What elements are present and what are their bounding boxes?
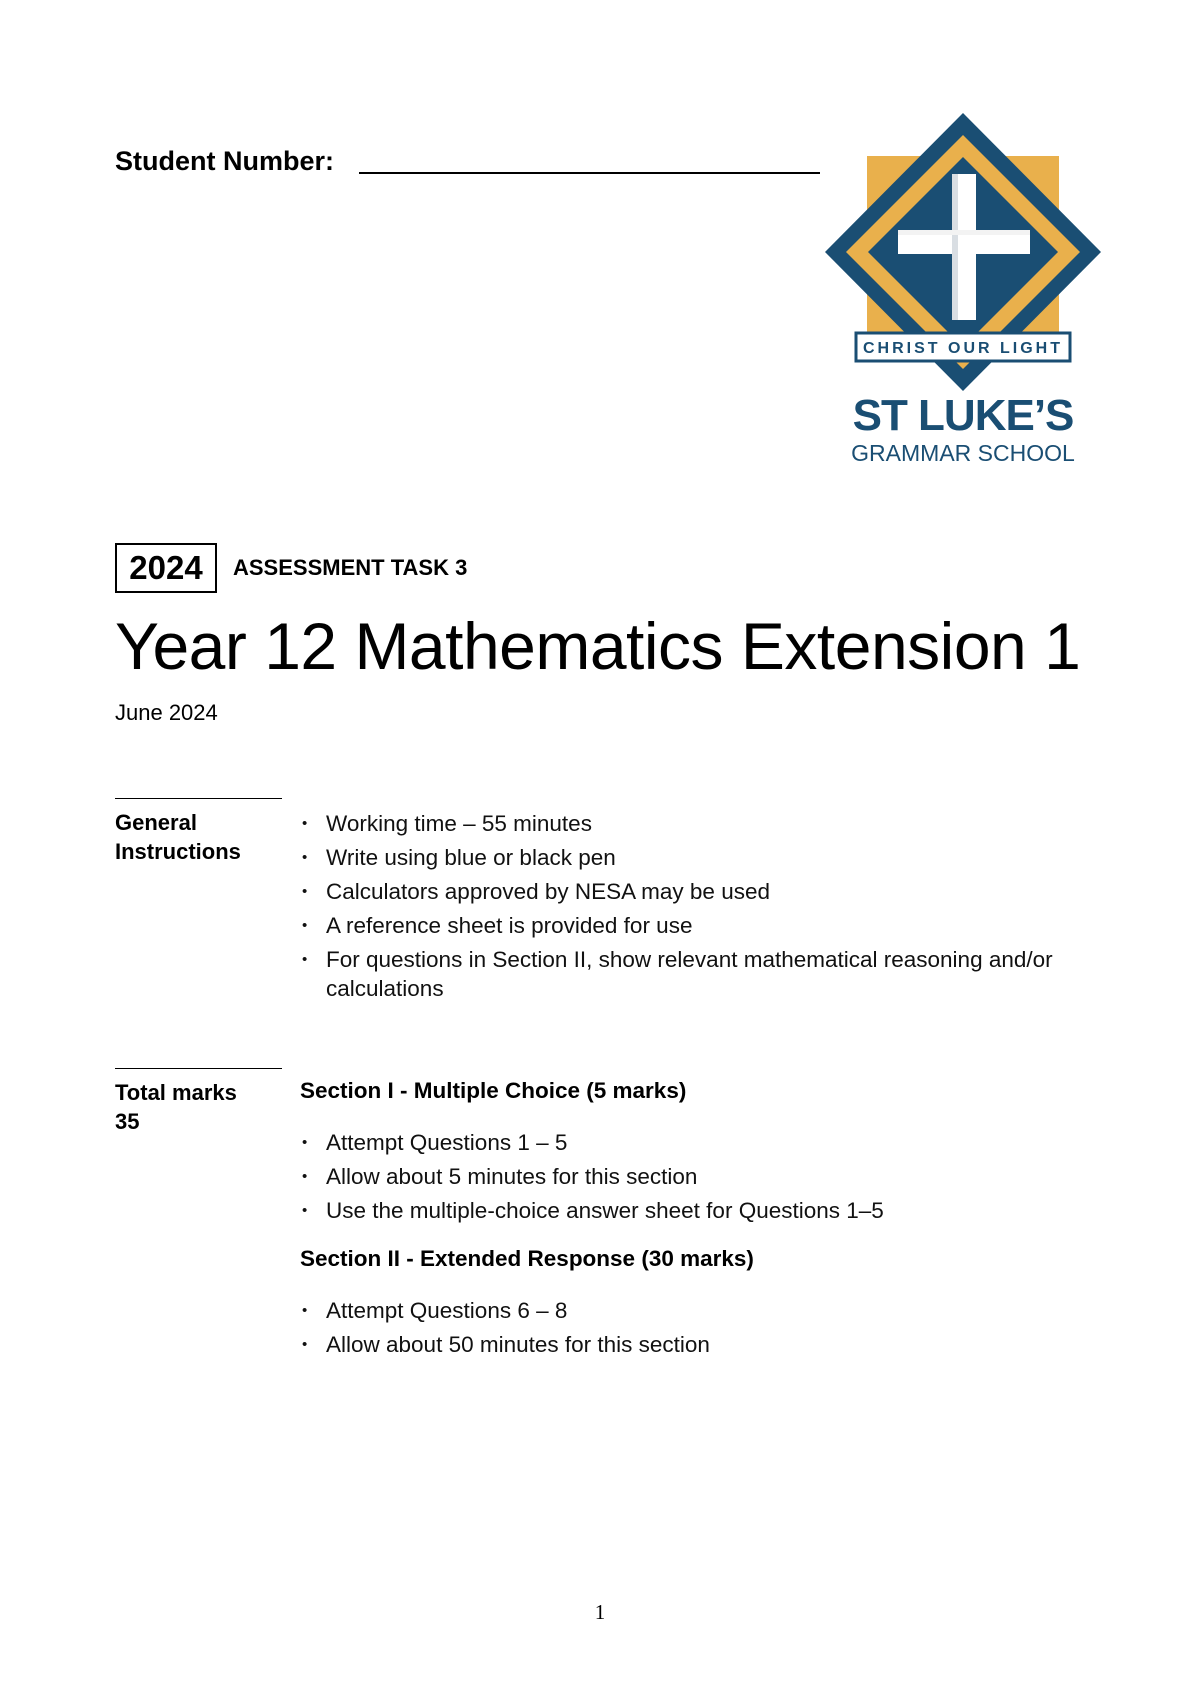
total-marks-rule (115, 1068, 282, 1069)
section-1-heading: Section I - Multiple Choice (5 marks) (300, 1078, 687, 1103)
logo-school-subname: GRAMMAR SCHOOL (851, 440, 1075, 466)
section-1-list (300, 1128, 1070, 1230)
list-item: • Working time – 55 minutes (300, 809, 1070, 838)
list-item: • Attempt Questions 6 – 8 (300, 1296, 1070, 1325)
general-instructions-label (115, 808, 285, 866)
total-marks-label (115, 1078, 285, 1136)
section-2-heading: Section II - Extended Response (30 marks) (300, 1246, 754, 1271)
page-title: Year 12 Mathematics Extension 1 (115, 609, 1081, 683)
general-instructions-label-line1: General (115, 810, 197, 835)
assessment-task-label: ASSESSMENT TASK 3 (233, 555, 468, 580)
general-instructions-list (300, 809, 1070, 1008)
exam-date: June 2024 (115, 700, 218, 725)
list-item: • Use the multiple-choice answer sheet for Questions 1–5 (300, 1196, 1070, 1225)
general-instructions-rule (115, 798, 282, 799)
logo-school-name: ST LUKE’S (852, 391, 1074, 440)
school-logo (818, 108, 1108, 468)
total-marks-value: 35 (115, 1109, 140, 1134)
list-item: • A reference sheet is provided for use (300, 911, 1070, 940)
logo-motto: CHRIST OUR LIGHT (863, 340, 1063, 357)
list-item: • Calculators approved by NESA may be used (300, 877, 1070, 906)
general-instructions-label-line2: Instructions (115, 839, 241, 864)
list-item: • Attempt Questions 1 – 5 (300, 1128, 1070, 1157)
total-marks-text: Total marks (115, 1080, 237, 1105)
student-number-label: Student Number: (115, 146, 334, 176)
section-2-list (300, 1296, 1070, 1364)
student-number-line[interactable] (359, 172, 820, 174)
list-item: • Allow about 50 minutes for this section (300, 1330, 1070, 1359)
list-item: • Write using blue or black pen (300, 843, 1070, 872)
page-number: 1 (594, 1600, 606, 1624)
list-item: • Allow about 5 minutes for this section (300, 1162, 1070, 1191)
year-box: 2024 (115, 543, 217, 593)
list-item: • For questions in Section II, show relevant mathematical reasoning and/or calculations (300, 945, 1070, 1003)
